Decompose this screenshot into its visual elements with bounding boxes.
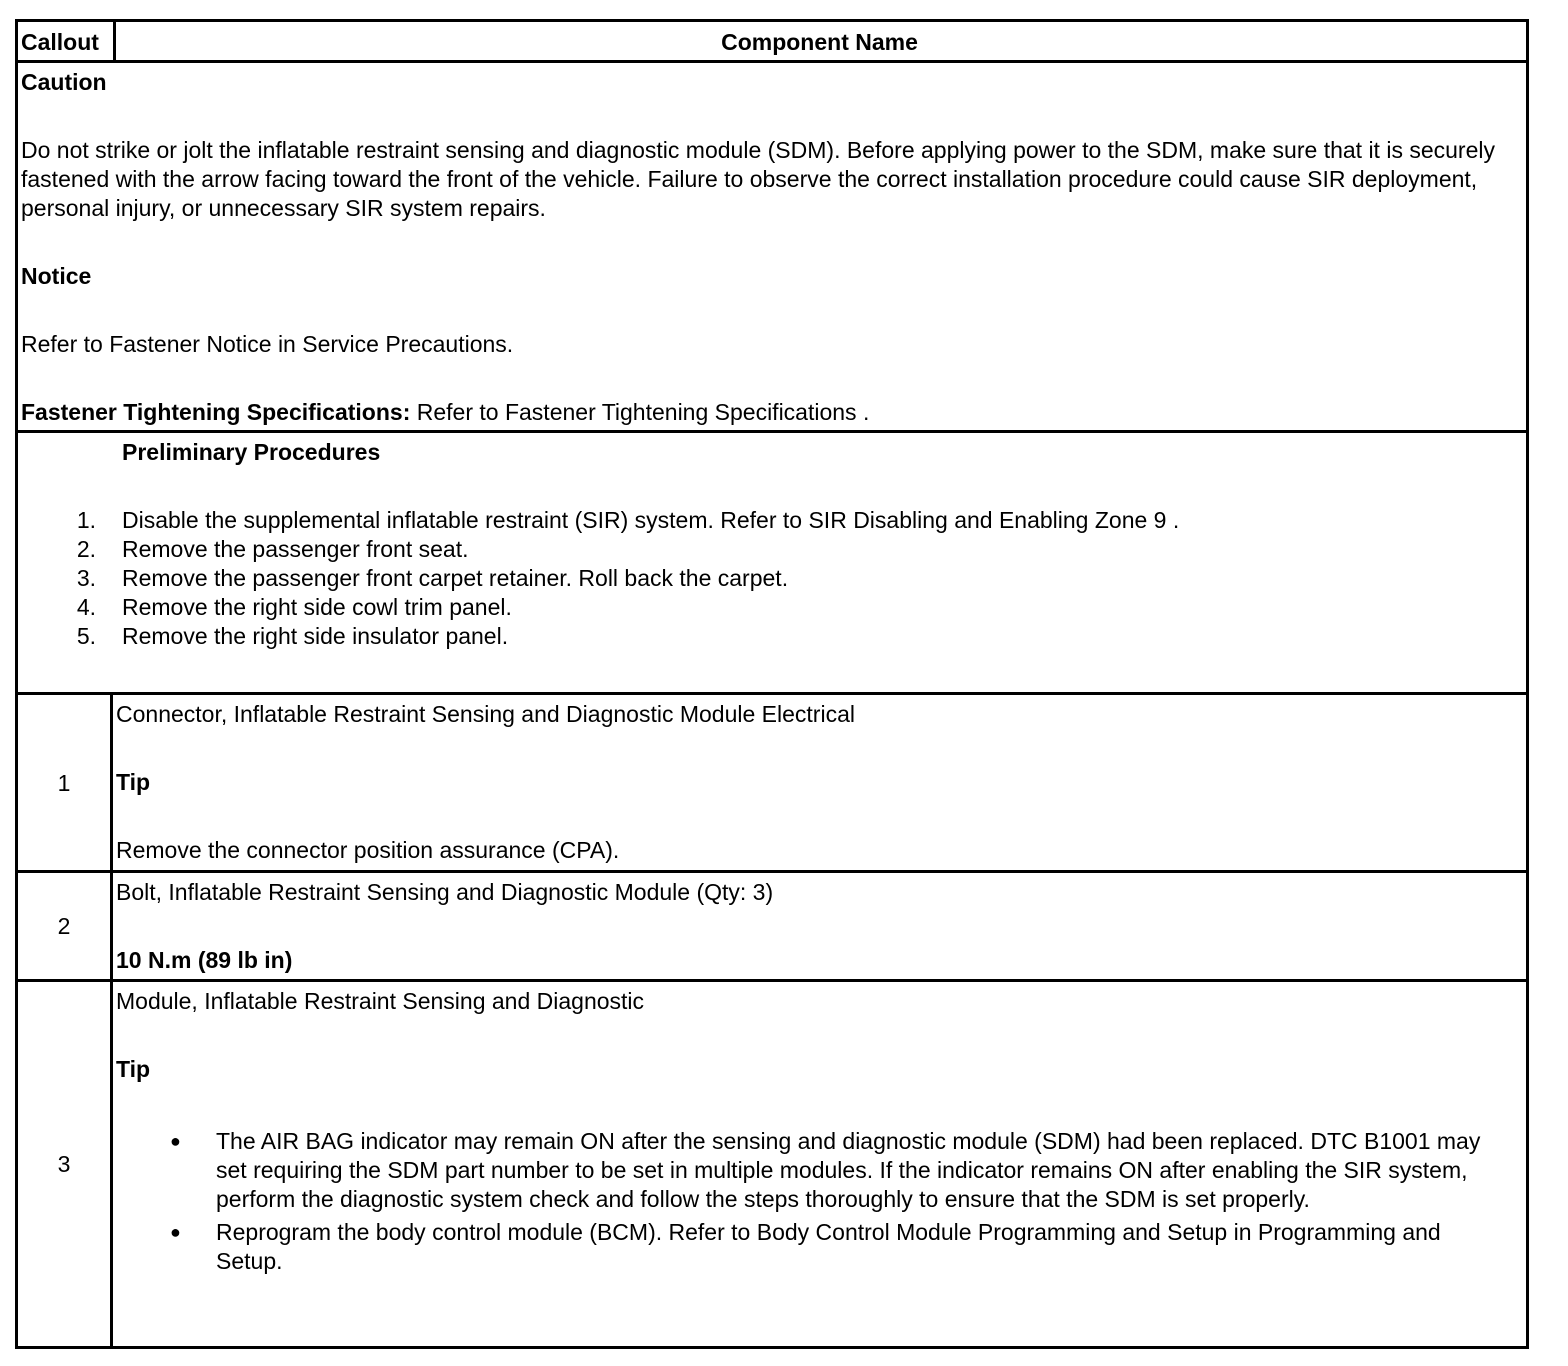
list-item (116, 1218, 1511, 1276)
list-item (18, 622, 1526, 651)
callout-number: 3 (57, 1151, 71, 1177)
preliminary-steps (18, 506, 1526, 651)
component-cell (113, 695, 1526, 870)
component-name: Connector, Inflatable Restraint Sensing and Diagnostic Module Electrical (116, 701, 855, 727)
list-item (116, 1127, 1501, 1214)
component-name: Bolt, Inflatable Restraint Sensing and Diagnostic Module (Qty: 3) (116, 879, 774, 905)
fastener-text: Refer to Fastener Tightening Specifications . (410, 399, 870, 425)
fastener-spec (21, 398, 1523, 427)
step-text: Remove the right side cowl trim panel. (122, 594, 512, 620)
list-item (18, 535, 1526, 564)
caution-text: Do not strike or jolt the inflatable restraint sensing and diagnostic module (SDM). Before applying power to the SDM, make sure that it is securely fastened with the arrow facing toward the front of the vehicle. Failure to observe the correct installation procedure could cause SIR deployment, personal injury, or unnecessary SIR system repairs. (21, 137, 1495, 221)
step-text: Remove the right side insulator panel. (122, 623, 509, 649)
header-component-name: Component Name (721, 29, 918, 55)
component-cell (113, 982, 1526, 1346)
table-row (15, 870, 1529, 982)
component-name: Module, Inflatable Restraint Sensing and Diagnostic (116, 988, 645, 1014)
step-number: 3. (76, 565, 96, 591)
caution-label: Caution (21, 69, 107, 95)
list-item (18, 593, 1526, 622)
tip-label: Tip (116, 769, 151, 795)
callout-cell (18, 695, 113, 870)
step-number: 2. (76, 536, 96, 562)
callout-number: 1 (57, 770, 71, 796)
bullet-icon: ● (170, 1222, 181, 1242)
notice-text: Refer to Fastener Notice in Service Precautions. (21, 331, 514, 357)
step-text: Remove the passenger front carpet retainer. Roll back the carpet. (122, 565, 789, 591)
step-number: 4. (76, 594, 96, 620)
step-number: 5. (76, 623, 96, 649)
preliminary-row (15, 430, 1529, 695)
step-text: Disable the supplemental inflatable restraint (SIR) system. Refer to SIR Disabling and Enabling Zone 9 . (122, 507, 1180, 533)
bullet-icon: ● (170, 1131, 181, 1151)
bullet-text: The AIR BAG indicator may remain ON after the sensing and diagnostic module (SDM) had been replaced. DTC B1001 may set requiring the SDM part number to be set in multiple modules. If the indicator remains ON after enabling the SIR system, perform the diagnostic system check and follow the steps thoroughly to ensure that the SDM is set properly. (216, 1128, 1481, 1212)
callout-number: 2 (57, 913, 71, 939)
header-callout: Callout (18, 22, 116, 60)
caution-notice-cell (18, 63, 1526, 430)
caution-notice-row (15, 60, 1529, 433)
fastener-label: Fastener Tightening Specifications: (21, 399, 411, 425)
table-header-row (15, 19, 1529, 63)
list-item (18, 564, 1526, 593)
table-row (15, 692, 1529, 873)
table-row (15, 979, 1529, 1349)
step-text: Remove the passenger front seat. (122, 536, 469, 562)
tip-label: Tip (116, 1056, 151, 1082)
torque-spec: 10 N.m (89 lb in) (116, 947, 293, 973)
list-item (18, 506, 1526, 535)
callout-cell (18, 873, 113, 979)
component-cell (113, 873, 1526, 979)
tip-text: Remove the connector position assurance (CPA). (116, 837, 620, 863)
step-number: 1. (76, 507, 96, 533)
preliminary-cell (18, 433, 1526, 692)
callout-cell (18, 982, 113, 1346)
notice-label: Notice (21, 263, 92, 289)
bullet-text: Reprogram the body control module (BCM). Refer to Body Control Module Programming and Setup in Programming and Setup. (216, 1219, 1441, 1274)
preliminary-title: Preliminary Procedures (122, 439, 381, 465)
